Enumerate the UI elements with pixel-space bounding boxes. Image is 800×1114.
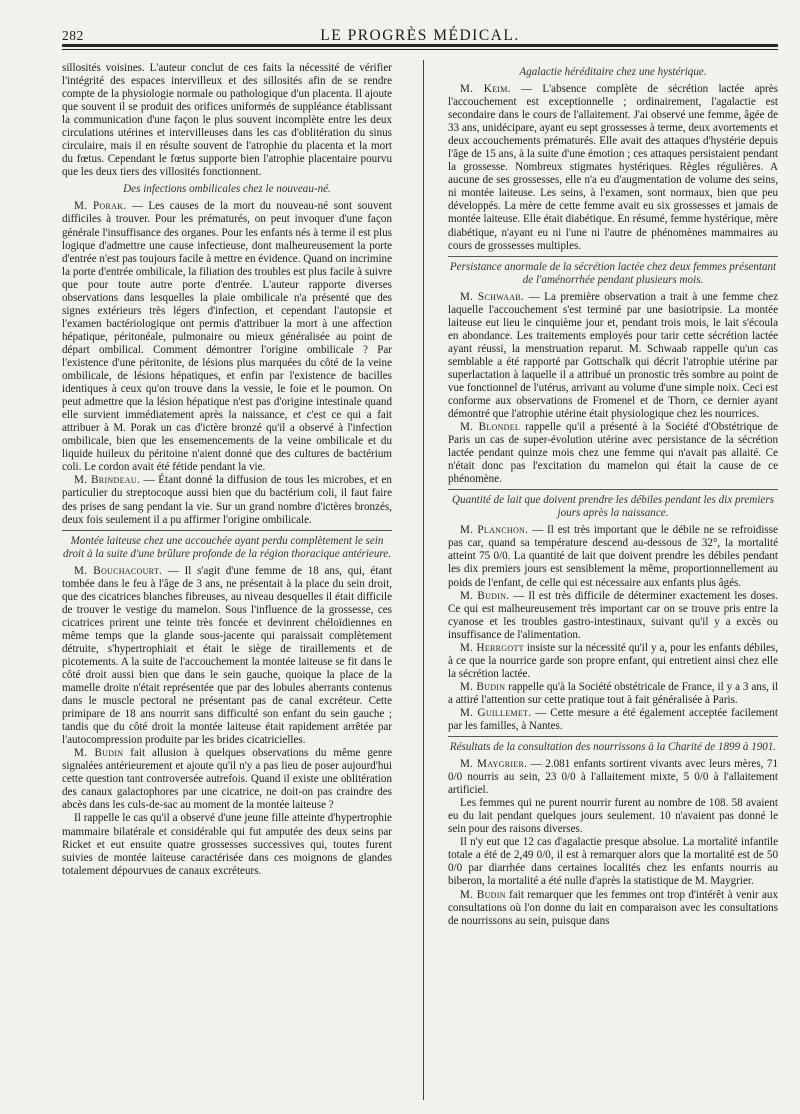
section-rule: [448, 736, 778, 737]
paragraph-text: — Cette mesure a été également acceptée facilement par les familles, à Nantes.: [448, 706, 778, 733]
paragraph-text: insiste sur la nécessité qu'il y a, pour les enfants débiles, à ce que la nourrice garde son propre enfant, qui entretient ainsi chez elle la sécrétion lactée.: [448, 641, 778, 680]
section-heading: Résultats de la consultation des nourrissons à la Charité de 1899 à 1901.: [449, 741, 777, 754]
speaker-name: M. Blondel: [460, 421, 521, 434]
paragraph: [448, 524, 778, 589]
column-divider: [423, 60, 424, 1100]
section-rule: [448, 256, 778, 257]
paragraph-text: — Étant donné la diffusion de tous les microbes, et en particulier du streptocoque aussi bien que du bactérium coli, il faut faire des prises de sang pendant la vie. Sur un grand nombre d'ictères bronzés, deux fois seulement il a pu affirmer l'origine ombilicale.: [62, 474, 392, 526]
paragraph-text: — Il est très important que le débile ne se refroidisse pas car, quand sa température descend au-dessous de 32°, la mortalité atteint 75 0/0. La quantité de lait que doivent prendre les débiles pendant les dix premiers jours est sensiblement la même, proportionnellement au poids de l'enfant, de celle qui est nécessaire aux enfants plus âgés.: [448, 524, 778, 589]
paragraph: Il rappelle le cas qu'il a observé d'une jeune fille atteinte d'hypertrophie mammaire bilatérale et considérable qui fut amputée des deux seins par Ricket et eut ensuite quatre grossesses successives qui, toutes furent suivies de montée laiteuse caractérisée dans ces moignons de glandes totalement dépourvues de canaux excréteurs.: [62, 812, 392, 877]
speaker-name: M. Porak.: [74, 200, 127, 213]
paragraph-text: — La première observation a trait à une femme chez laquelle l'accouchement s'est terminé par une basiotripsie. La montée laiteuse eut lieu le cinquième jour et, pendant trois mois, le lait s'écoula en abondance. Les traitements employés pour tarir cette sécrétion lactée ayant réussi, la menstruation reparut. M. Schwaab rappelle qu'un cas semblable a été rapporté par Gottschalk qui décrit l'atrophie utérine par superlactation à laquelle il a attribué un pronostic très sombre au point de vue fonctionnel de l'utérus, arrivant au volume d'une simple noix. Ceci est conforme aux observations de Fromenel et de Thorn, ce dernier ayant démontré que l'atrophie utérine était physiologique chez les nourrices.: [448, 290, 778, 421]
speaker-name: M. Budin.: [460, 589, 510, 602]
paragraph-text: — Les causes de la mort du nouveau-né sont souvent difficiles à trouver. Pour les prématurés, on peut invoquer d'une façon générale l'insuffisance des organes. Pour les enfants nés à terme il est plus logique d'admettre une cause infectieuse, dont malheureusement la porte d'entrée n'est pas toujours facile à mettre en évidence. Quand on incrimine la porte d'entrée ombilicale, la filiation des troubles est plus facile à suivre que pour toute autre porte d'entrée. L'auteur rapporte diverses observations dans lesquelles la plaie ombilicale n'a présenté que des signes extérieurs très légers d'infection, et cependant l'autopsie et l'examen bactériologique ont permis d'attribuer la mort à une affection hépatique, péritonéale, pulmonaire ou mieux généralisée au point de départ ombilical. Comment démontrer l'origine ombilicale ? Par l'existence d'une péritonite, de lésions plus marquées du côté de la veine ombilicale, de lésions hépatiques, et enfin par l'existence de bacilles identiques à ceux qu'on trouve dans la vessie, le foie et le poumon. On peut admettre que la lésion hépatique n'est pas d'origine intestinale quand elle survient immédiatement après la naissance, et c'est ce qui a fait attribuer à M. Porak un cas d'ictère bronzé qu'il a observé à l'infection ombilicale, bien que les ensemencements de la veine ombilicale et du liquide huileux du péritoine n'aient donné que des cultures de bactérium coli. Le cordon avait été fétide pendant la vie.: [62, 200, 392, 474]
paragraph: [448, 83, 778, 253]
paragraph: [448, 291, 778, 421]
speaker-name: M. Planchon.: [460, 524, 529, 537]
speaker-name: M. Budin: [460, 680, 506, 693]
paragraph-text: — Il est très difficile de déterminer exactement les doses. Ce qui est malheureusement très important car on se trouve pris entre la cyanose et les troubles gastro-intestinaux, suivant qu'il y a excès ou insuffisance de l'alimentation.: [448, 589, 778, 641]
paragraph: [448, 681, 778, 707]
section-heading: Agalactie héréditaire chez une hystérique.: [519, 66, 707, 78]
paragraph: sillosités voisines. L'auteur conclut de ces faits la nécessité de vérifier l'intégrité des espaces intervilleux et des sillosités afin de se rendre compte de la physiologie normale ou pathologique d'un placenta. Il ajoute que souvent il se produit des orifices uniformés de suppléance établissant la communication d'une façon le plus souvent incomplète entre les deux circulations utérines et intervilleuses dans les cas d'oblitération du sinus circulaire, mais il en résulte souvent de l'atrophie du placenta et la mort du fœtus. Cependant le fœtus supporte bien l'atrophie placentaire pourvu que les deux tiers des villosités fonctionnent.: [62, 62, 392, 179]
header-rule: [62, 44, 778, 50]
paragraph: [448, 590, 778, 642]
paragraph-text: fait allusion à quelques observations du même genre signalées antérieurement et ajoute qu'il n'y a pas lieu de poser aujourd'hui cette question tant controversée autrefois. Quand il existe une oblitération des canaux galactophores par une cicatrice, ne doit-on pas craindre des abcès dans les culs-de-sac au moment de la montée laiteuse ?: [62, 747, 392, 812]
section-heading: Quantité de lait que doivent prendre les débiles pendant les dix premiers jours après la naissance.: [452, 494, 774, 520]
paragraph: [62, 474, 392, 526]
speaker-name: M. Schwaab.: [460, 290, 525, 303]
paragraph: [62, 747, 392, 812]
speaker-name: M. Bouchacourt.: [74, 564, 163, 577]
speaker-name: M. Budin: [460, 888, 506, 901]
paragraph-text: — 2.081 enfants sortirent vivants avec leurs mères, 71 0/0 nourris au sein, 23 0/0 à l'allaitement mixte, 5 0/0 à l'allaitement artificiel.: [448, 758, 778, 797]
speaker-name: M. Herrgott: [460, 641, 524, 654]
speaker-name: M. Guillemet.: [460, 706, 532, 719]
paragraph-text: rappelle qu'il a présenté à la Société d'Obstétrique de Paris un cas de super-évolution utérine avec persistance de la sécrétion lactée pendant quinze mois chez une femme qui n'avait pas allaité. Ce n'était donc pas l'excitation du mamelon qui était la cause de ce phénomène.: [448, 421, 778, 486]
speaker-name: M. Brindeau.: [74, 474, 140, 487]
journal-title: LE PROGRÈS MÉDICAL.: [320, 27, 520, 44]
section-heading: Des infections ombilicales chez le nouveau-né.: [123, 183, 331, 196]
section-rule: [62, 530, 392, 531]
speaker-name: M. Keim.: [460, 83, 511, 95]
paragraph: [448, 707, 778, 733]
paragraph: Les femmes qui ne purent nourrir furent au nombre de 108. 58 avaient eu du lait pendant quelques jours seulement. 10 n'avaient pas donné le sein pour des raisons diverses.: [448, 797, 778, 836]
paragraph: Il n'y eut que 12 cas d'agalactie presque absolue. La mortalité infantile totale a été de 2,49 0/0, il est à remarquer alors que la mortalité est de 50 0/0 par diarrhée dans certaines localités chez les enfants nourris au biberon, la mortalité a été nulle d'après la statistique de M. Maygrier.: [448, 836, 778, 888]
paragraph-text: — L'absence complète de sécrétion lactée après l'accouchement est exceptionnelle ; ordinairement, l'agalactie est secondaire dans le cours de l'allaitement. J'ai observé une femme, âgée de 33 ans, unidécipare, ayant eu sept grossesses à terme, deux avortements et deux accouchements prématurés. Elle avait des attaques d'hystérie depuis l'âge de 15 ans, à la suite d'une émotion ; ces attaques persistaient pendant la grossesse. Nombreux stigmates hystériques. Règles régulières. A aucune de ses grossesses, elle n'a eu d'augmentation de volume des seins, ni montée laiteuse. Les seins, à l'examen, sont normaux, bien que peu développés. La mère de cette femme avait eu six grossesses et jamais de montée laiteuse. Elle était diabétique. En résumé, femme hystérique, mère diabétique, n'ayant eu ni l'une ni l'autre de phénomènes mammaires au cours de grossesses multiples.: [448, 83, 778, 252]
paragraph-text: fait remarquer que les femmes ont trop d'intérêt à venir aux consultations où l'on donne du lait en comparaison avec les consultations de nourrissons au sein, puisque dans: [448, 888, 778, 927]
paragraph: [448, 642, 778, 681]
paragraph: [448, 889, 778, 928]
paragraph: [448, 758, 778, 797]
paragraph: [62, 200, 392, 474]
speaker-name: M. Maygrier.: [460, 758, 528, 771]
paragraph: [448, 421, 778, 486]
section-heading: Persistance anormale de la sécrétion lactée chez deux femmes présentant de l'aménorrhée pendant plusieurs mois.: [449, 260, 777, 286]
paragraph: [62, 565, 392, 748]
section-rule: [448, 489, 778, 490]
right-column: [448, 62, 778, 1102]
paragraph-text: rappelle qu'à la Société obstétricale de France, il y a 3 ans, il a attiré l'attention sur cette pratique tout à fait généralisée à Paris.: [448, 680, 778, 706]
paragraph-text: — Il s'agit d'une femme de 18 ans, qui, étant tombée dans le feu à l'âge de 3 ans, ne présentait à la place du sein droit, que des cicatrices blanches fibreuses, au niveau desquelles il était difficile de trouver le vestige du mamelon. Sous l'influence de la grossesse, ces cicatrices prirent une teinte très foncée et devinrent chéloïdiennes en même temps que la glande sous-jacente qui paraissait complètement détruite, s'hypertrophiait et était le siège de tiraillements et de picotements. A la suite de l'accouchement la montée laiteuse se fit dans le côté droit aussi bien que dans le sein gauche, quoique la place de la mamelle droite n'était représentée que par des lobules aberrants contenus dans le muscle pectoral ne présentant pas de canal excréteur. Cette primipare de 18 ans nourrit sans difficulté son enfant du sein gauche ; tandis que du côté droit la montée laiteuse était rapidement arrêtée par l'autocompression produite par les brides cicatricielles.: [62, 564, 392, 747]
section-heading: Montée laiteuse chez une accouchée ayant perdu complètement le sein droit à la suite d'une brûlure profonde de la région thoracique antérieure.: [63, 534, 391, 560]
left-column: [62, 62, 392, 1102]
speaker-name: M. Budin: [74, 747, 124, 760]
page-number: 282: [62, 28, 84, 43]
